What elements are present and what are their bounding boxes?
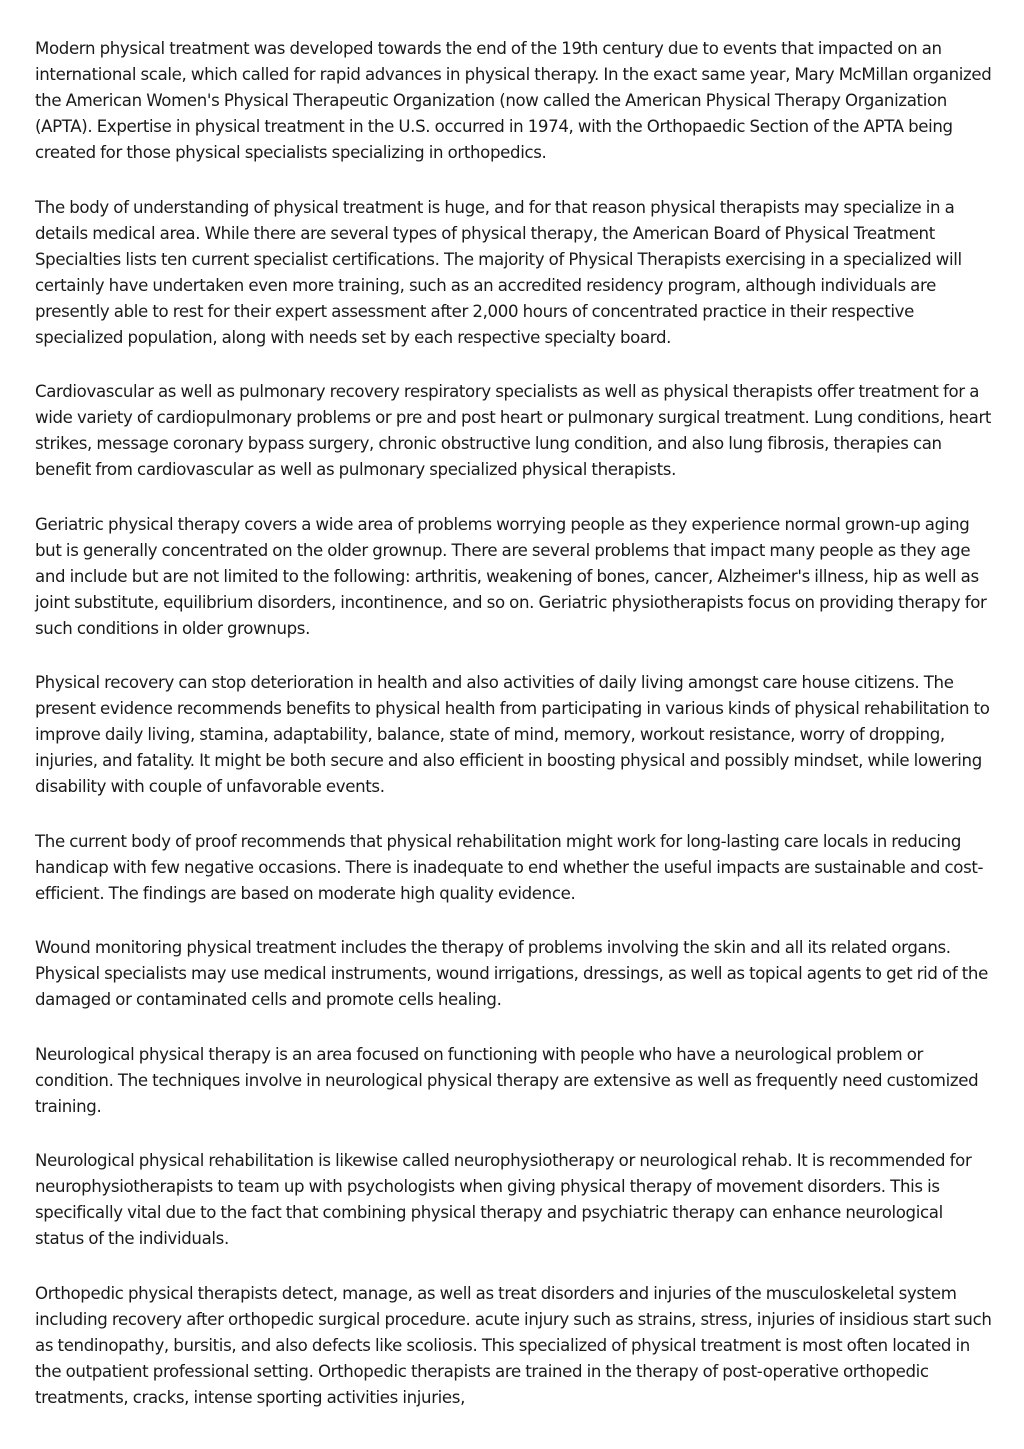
paragraph-wound-care: Wound monitoring physical treatment includes the therapy of problems involving the skin and all its related organs. Physical specialists may use medical instruments, wound irrigations, dressings, as well as topical agents to get rid of the damaged or contaminated cells and promote cells healing. [35,938,988,1009]
paragraph-neurophysiotherapy: Neurological physical rehabilitation is likewise called neurophysiotherapy or neurological rehab. It is recommended for neurophysiotherapists to team up with psychologists when giving physical therapy of movement disorders. This is specifically vital due to the fact that combining physical therapy and psychiatric therapy can enhance neurological status of the individuals. [35,1151,972,1248]
paragraph-neurological: Neurological physical therapy is an area focused on functioning with people who have a neurological problem or condition. The techniques involve in neurological physical therapy are extensive as well as frequently need customized training. [35,1044,979,1116]
paragraph-history: Modern physical treatment was developed towards the end of the 19th century due to events that impacted on an international scale, which called for rapid advances in physical therapy. In the exact same year, Mary McMillan organized the American Women's Physical Therapeutic Organization (now called the American Physical Therapy Organization (APTA). Expertise in physical treatment in the U.S. occurred in 1974, with the Orthopaedic Section of the APTA being created for those physical specialists specializing in orthopedics. [35,39,992,162]
document-body [35,36,993,1411]
paragraph-care-home-recovery: Physical recovery can stop deterioration in health and also activities of daily living amongst care house citizens. The present evidence recommends benefits to physical health from participating in various kinds of physical rehabilitation to improve daily living, stamina, adaptability, balance, state of mind, memory, workout resistance, worry of dropping, injuries, and fatality. It might be both secure and also efficient in boosting physical and possibly mindset, while lowering disability with couple of unfavorable events. [35,673,990,796]
paragraph-cardiopulmonary: Cardiovascular as well as pulmonary recovery respiratory specialists as well as physical therapists offer treatment for a wide variety of cardiopulmonary problems or pre and post heart or pulmonary surgical treatment. Lung conditions, heart strikes, message coronary bypass surgery, chronic obstructive lung condition, and also lung fibrosis, therapies can benefit from cardiovascular as well as pulmonary specialized physical therapists. [35,382,992,479]
paragraph-geriatric: Geriatric physical therapy covers a wide area of problems worrying people as they experience normal grown-up aging but is generally concentrated on the older grownup. There are several problems that impact many people as they age and include but are not limited to the following: arthritis, weakening of bones, cancer, Alzheimer's illness, hip as well as joint substitute, equilibrium disorders, incontinence, and so on. Geriatric physiotherapists focus on providing therapy for such conditions in older grownups. [35,514,987,638]
paragraph-specialization: The body of understanding of physical treatment is huge, and for that reason physical therapists may specialize in a details medical area. While there are several types of physical therapy, the American Board of Physical Treatment Specialties lists ten current specialist certifications. The majority of Physical Therapists exercising in a specialized will certainly have undertaken even more training, such as an accredited residency program, although individuals are presently able to rest for their expert assessment after 2,000 hours of concentrated practice in their respective specialized population, along with needs set by each respective specialty board. [35,197,962,347]
paragraph-orthopedic: Orthopedic physical therapists detect, manage, as well as treat disorders and injuries of the musculoskeletal system including recovery after orthopedic surgical procedure. acute injury such as strains, stress, injuries of insidious start such as tendinopathy, bursitis, and also defects like scoliosis. This specialized of physical treatment is most often located in the outpatient professional setting. Orthopedic therapists are trained in the therapy of post-operative orthopedic treatments, cracks, intense sporting activities injuries, [35,1283,992,1407]
paragraph-evidence: The current body of proof recommends that physical rehabilitation might work for long-lasting care locals in reducing handicap with few negative occasions. There is inadequate to end whether the useful impacts are sustainable and cost-efficient. The findings are based on moderate high quality evidence. [35,831,984,903]
